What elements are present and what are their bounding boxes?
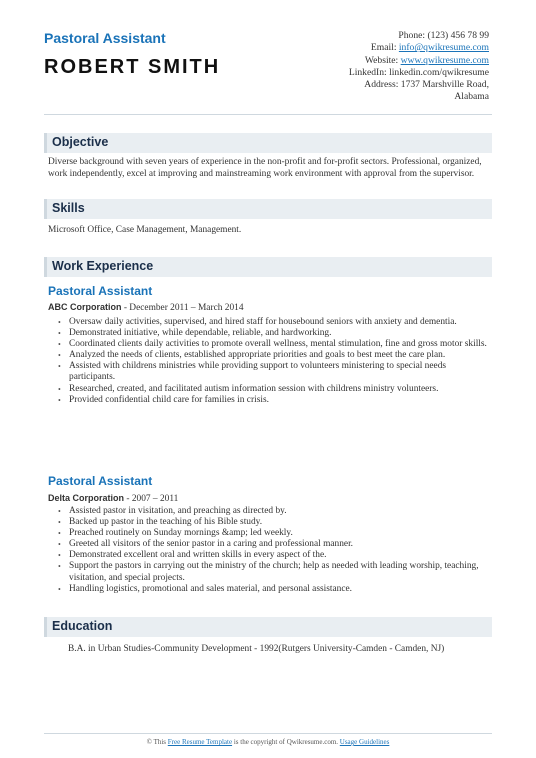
- header-divider: [44, 114, 492, 115]
- list-item: • Assisted with childrens ministries while providing support to volunteers ministering to special needs participants.: [56, 361, 492, 383]
- skills-text: Microsoft Office, Case Management, Management.: [48, 225, 242, 235]
- objective-section-header: [44, 133, 492, 153]
- usage-guidelines-link[interactable]: Usage Guidelines: [339, 738, 390, 746]
- website-link[interactable]: www.qwikresume.com: [400, 54, 489, 66]
- job-1-title: Pastoral Assistant: [48, 284, 153, 298]
- job-title: Pastoral Assistant: [44, 30, 166, 46]
- job-1-company: ABC Corporation: [48, 302, 122, 312]
- education-heading: Education: [52, 619, 113, 633]
- job-1-dates: - December 2011 – March 2014: [121, 303, 244, 313]
- job-2-title: Pastoral Assistant: [48, 474, 153, 488]
- contact-address-line2: Alabama: [454, 91, 489, 103]
- list-item: • Researched, created, and facilitated autism information session with childrens ministry volunteers.: [56, 384, 492, 395]
- job-2-bullets: [56, 506, 492, 595]
- list-item: • Demonstrated excellent oral and written skills in every aspect of the.: [56, 550, 492, 561]
- free-resume-template-link[interactable]: Free Resume Template: [167, 738, 233, 746]
- list-item: • Analyzed the needs of clients, established appropriate priorities and goals to best meet the care plan.: [56, 350, 492, 361]
- list-item: • Assisted pastor in visitation, and preaching as directed by.: [56, 506, 492, 517]
- list-item: • Preached routinely on Sunday mornings &amp; led weekly.: [56, 528, 492, 539]
- contact-linkedin: LinkedIn: linkedin.com/qwikresume: [348, 66, 489, 78]
- job-2-dates: - 2007 – 2011: [124, 494, 179, 504]
- contact-address-line1: Address: 1737 Marshville Road,: [364, 79, 489, 91]
- job-2-company-line: [48, 493, 178, 504]
- job-1-bullets: [56, 317, 492, 406]
- job-1-company-line: [48, 302, 244, 313]
- footer-divider: [44, 733, 492, 734]
- list-item: • Demonstrated initiative, while dependable, reliable, and hardworking.: [56, 328, 492, 339]
- objective-heading: Objective: [52, 135, 109, 149]
- list-item: • Support the pastors in carrying out the ministry of the church; help as needed with leading worship, teaching, visitation, and special projects.: [56, 561, 492, 583]
- contact-phone: Phone: (123) 456 78 99: [398, 30, 489, 41]
- list-item: • Oversaw daily activities, supervised, and hired staff for housebound seniors with anxiety and dementia.: [56, 317, 492, 328]
- email-link[interactable]: info@qwikresume.com: [398, 42, 489, 54]
- footer: [0, 738, 536, 746]
- contact-website: [299, 55, 489, 67]
- skills-section-header: [44, 199, 492, 219]
- objective-text: Diverse background with seven years of experience in the non-profit and for-profit sectors. Professional, organized, work independently, excel at improving and mainstreaming work environment with approval from the supervisor.: [48, 157, 482, 179]
- education-section-header: [44, 617, 492, 637]
- contact-email: [299, 42, 489, 54]
- website-label: Website:: [364, 54, 401, 66]
- candidate-name: ROBERT SMITH: [44, 56, 221, 78]
- experience-section-header: [44, 257, 492, 277]
- job-2-company: Delta Corporation: [48, 493, 125, 503]
- list-item: • Backed up pastor in the teaching of his Bible study.: [56, 517, 492, 528]
- skills-heading: Skills: [52, 201, 85, 215]
- list-item: • Provided confidential child care for families in crisis.: [56, 395, 492, 406]
- footer-prefix: © This: [146, 738, 168, 746]
- education-text: B.A. in Urban Studies-Community Development - 1992(Rutgers University-Camden - Camden, NJ): [68, 644, 445, 654]
- list-item: • Coordinated clients daily activities to promote overall wellness, mental stimulation, fine and gross motor skills.: [56, 339, 492, 350]
- email-label: Email:: [370, 42, 399, 54]
- contact-block: [299, 30, 489, 104]
- footer-middle: is the copyright of Qwikresume.com.: [232, 738, 340, 746]
- experience-heading: Work Experience: [52, 259, 154, 273]
- list-item: • Handling logistics, promotional and sales material, and personal assistance.: [56, 584, 492, 595]
- list-item: • Greeted all visitors of the senior pastor in a caring and professional manner.: [56, 539, 492, 550]
